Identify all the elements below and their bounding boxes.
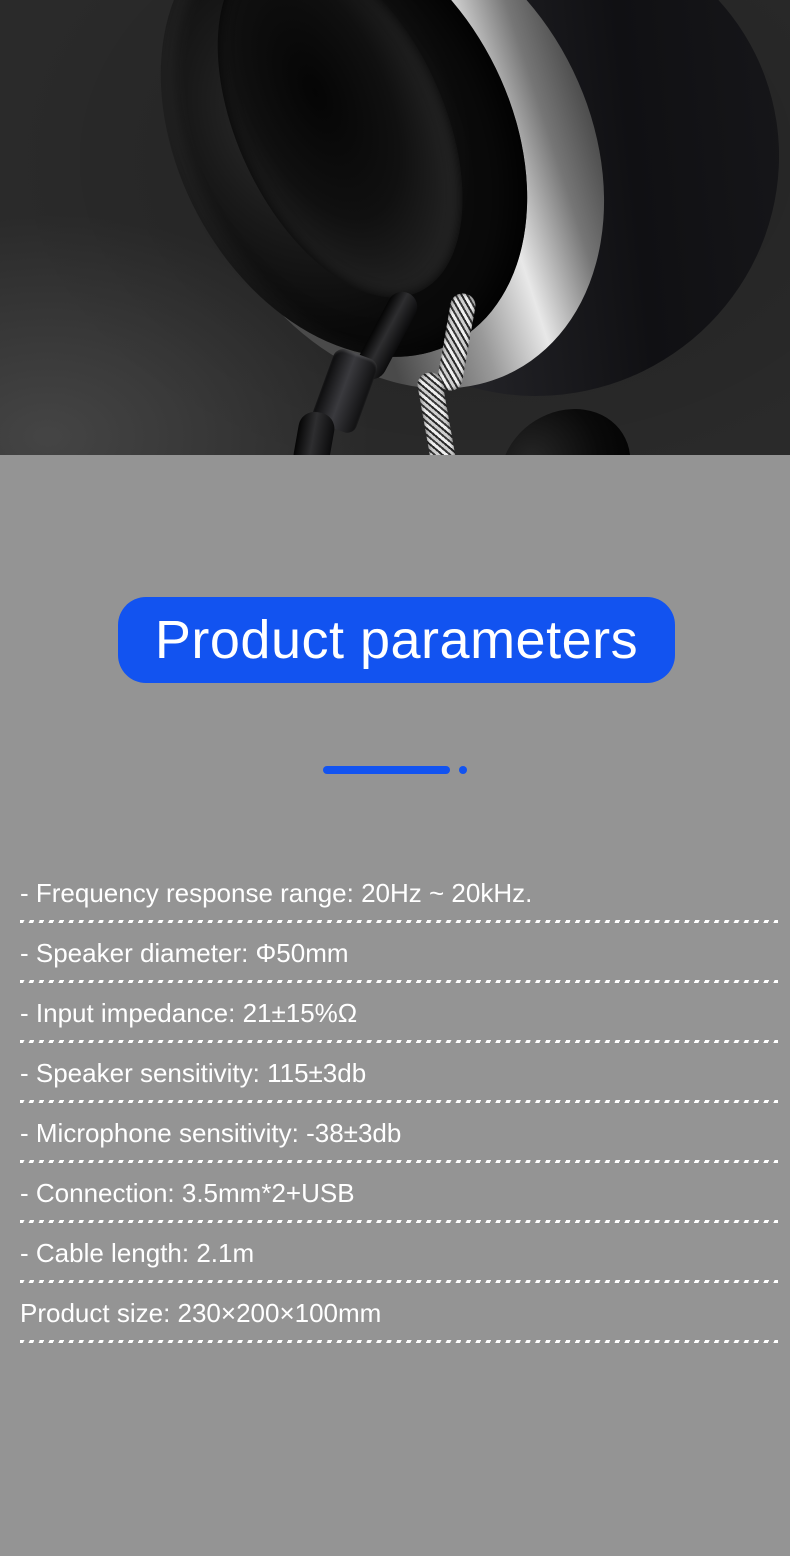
section-title-pill [118,597,675,683]
earcup-cushion-fold [168,0,513,335]
divider-dot [459,766,467,774]
spec-row-connection [20,1175,778,1223]
dashed-divider [20,980,778,983]
spec-row-speaker-diameter [20,935,778,983]
spec-list [20,875,778,1355]
dashed-divider [20,920,778,923]
dashed-divider [20,1040,778,1043]
dashed-divider [20,1340,778,1343]
spec-text: - Speaker diameter: Φ50mm [20,938,349,968]
dashed-divider [20,1160,778,1163]
spec-text: - Input impedance: 21±15%Ω [20,998,358,1028]
dashed-divider [20,1100,778,1103]
spec-text: - Frequency response range: 20Hz ~ 20kHz. [20,878,533,908]
spec-row-microphone-sensitivity [20,1115,778,1163]
spec-text: - Microphone sensitivity: -38±3db [20,1118,402,1148]
spec-text: - Connection: 3.5mm*2+USB [20,1178,355,1208]
divider-line [323,766,450,774]
title-divider [0,765,790,775]
spec-row-frequency-response [20,875,778,923]
spec-row-cable-length [20,1235,778,1283]
dashed-divider [20,1220,778,1223]
spec-text: - Cable length: 2.1m [20,1238,255,1268]
product-photo [0,0,790,455]
dashed-divider [20,1280,778,1283]
spec-row-speaker-sensitivity [20,1055,778,1103]
spec-text: - Speaker sensitivity: 115±3db [20,1058,367,1088]
spec-text: Product size: 230×200×100mm [20,1298,382,1328]
spec-row-input-impedance [20,995,778,1043]
spec-row-product-size [20,1295,778,1343]
section-title: Product parameters [154,610,639,670]
microphone-tip [478,385,653,455]
